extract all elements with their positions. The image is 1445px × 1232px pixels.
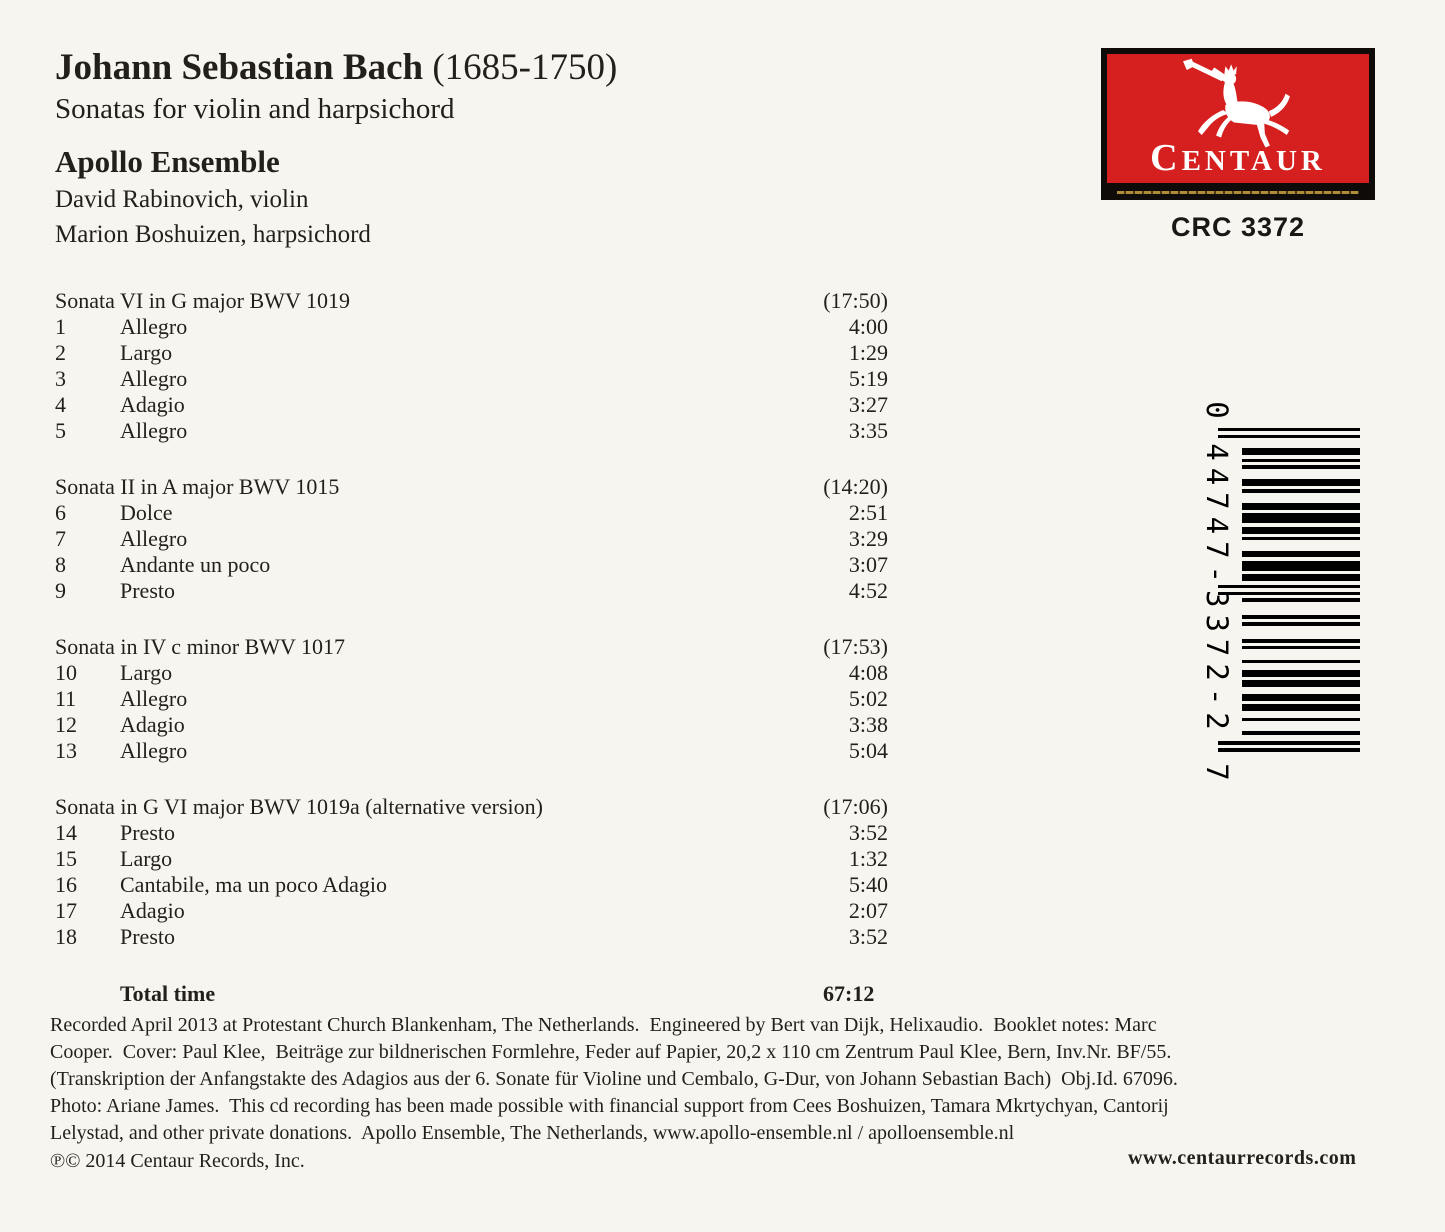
track-number: 4 <box>55 392 66 417</box>
track-number: 8 <box>55 552 66 577</box>
track-title: Dolce <box>120 500 173 525</box>
barcode-digits-main: 44747-3372-2 <box>1200 443 1234 737</box>
centaur-icon <box>1163 55 1313 155</box>
logo-red-field <box>1107 54 1369 183</box>
barcode-digits <box>1192 392 1242 792</box>
credit-line: Recorded April 2013 at Protestant Church Blankenham, The Netherlands. Engineered by Bert van Dijk, Helixaudio. Booklet notes: Marc <box>50 1014 1157 1036</box>
sonata-duration: (17:53) <box>823 634 888 659</box>
track-row <box>55 526 888 552</box>
track-row <box>55 924 888 950</box>
barcode-bars <box>1242 428 1360 752</box>
sonata-title: Sonata in G VI major BWV 1019a (alternative version) <box>55 794 543 819</box>
track-row <box>55 660 888 686</box>
track-time: 3:07 <box>848 552 888 577</box>
sonata-section <box>55 794 888 950</box>
track-number: 7 <box>55 526 66 551</box>
track-time: 2:51 <box>848 500 888 525</box>
centaur-label-logo <box>1101 48 1375 200</box>
track-number: 17 <box>55 898 77 923</box>
track-title: Allegro <box>120 738 188 763</box>
track-title: Adagio <box>120 392 185 417</box>
sonata-header <box>55 474 888 500</box>
track-title: Presto <box>120 820 175 845</box>
track-row <box>55 872 888 898</box>
ensemble-name: Apollo Ensemble <box>55 144 280 179</box>
track-time: 3:29 <box>848 526 888 551</box>
track-number: 3 <box>55 366 66 391</box>
sonata-section <box>55 474 888 604</box>
composer-dates: (1685-1750) <box>432 47 618 88</box>
track-number: 15 <box>55 846 77 871</box>
track-row <box>55 340 888 366</box>
catalog-number: CRC 3372 <box>1170 212 1306 242</box>
track-time: 3:27 <box>848 392 888 417</box>
track-time: 1:29 <box>848 340 888 365</box>
sonata-header <box>55 634 888 660</box>
track-row <box>55 712 888 738</box>
track-number: 5 <box>55 418 66 443</box>
album-header <box>55 46 617 252</box>
copyright-line: ℗© 2014 Centaur Records, Inc. <box>50 1150 305 1172</box>
track-title: Largo <box>120 340 173 365</box>
track-time: 4:00 <box>848 314 888 339</box>
track-time: 5:19 <box>848 366 888 391</box>
track-time: 1:32 <box>848 846 888 871</box>
track-time: 4:08 <box>848 660 888 685</box>
barcode-rotated <box>1188 392 1360 792</box>
sonata-header <box>55 794 888 820</box>
track-row <box>55 392 888 418</box>
track-title: Presto <box>120 924 175 949</box>
track-number: 14 <box>55 820 77 845</box>
sonata-header <box>55 288 888 314</box>
track-title: Largo <box>120 660 173 685</box>
credits-paragraph <box>50 1012 1420 1147</box>
track-row <box>55 898 888 924</box>
track-title: Presto <box>120 578 175 603</box>
barcode-digit-check: 7 <box>1200 763 1234 781</box>
barcode <box>1188 392 1360 792</box>
track-row <box>55 578 888 604</box>
track-row <box>55 686 888 712</box>
performer-violin: David Rabinovich, violin <box>55 186 309 213</box>
credit-line: Cooper. Cover: Paul Klee, Beiträge zur bildnerischen Formlehre, Feder auf Papier, 20,2 x 110 cm Zentrum Paul Klee, Bern, Inv.Nr. BF/55. <box>50 1041 1172 1063</box>
track-title: Adagio <box>120 712 185 737</box>
track-time: 3:38 <box>848 712 888 737</box>
performer-harpsichord: Marion Boshuizen, harpsichord <box>55 221 371 248</box>
sonata-section <box>55 288 888 444</box>
track-list <box>55 288 888 1008</box>
track-time: 5:40 <box>848 872 888 897</box>
total-time-label: Total time <box>120 981 216 1006</box>
logo-gold-line <box>1117 191 1359 194</box>
sonata-duration: (17:06) <box>823 794 888 819</box>
track-title: Cantabile, ma un poco Adagio <box>120 872 387 897</box>
total-time-value: 67:12 <box>823 981 875 1006</box>
track-number: 11 <box>55 686 77 711</box>
label-name: CENTAUR <box>1150 137 1326 179</box>
label-website: www.centaurrecords.com <box>1128 1147 1357 1169</box>
track-time: 3:52 <box>848 924 888 949</box>
track-title: Allegro <box>120 526 188 551</box>
track-number: 12 <box>55 712 77 737</box>
composer-name: Johann Sebastian Bach <box>55 47 424 88</box>
track-number: 1 <box>55 314 66 339</box>
track-row <box>55 820 888 846</box>
track-time: 5:02 <box>848 686 888 711</box>
track-time: 2:07 <box>848 898 888 923</box>
track-number: 18 <box>55 924 77 949</box>
track-title: Allegro <box>120 418 188 443</box>
track-title: Largo <box>120 846 173 871</box>
credit-line: Lelystad, and other private donations. Apollo Ensemble, The Netherlands, www.apollo-ensemble.nl / apolloensemble.nl <box>50 1122 1015 1144</box>
track-number: 13 <box>55 738 77 763</box>
total-time-row <box>55 980 888 1008</box>
sonata-duration: (14:20) <box>823 474 888 499</box>
sonata-duration: (17:50) <box>823 288 888 313</box>
track-time: 3:52 <box>848 820 888 845</box>
track-number: 10 <box>55 660 77 685</box>
album-title: Sonatas for violin and harpsichord <box>55 93 455 125</box>
track-time: 5:04 <box>848 738 888 763</box>
sonata-title: Sonata VI in G major BWV 1019 <box>55 288 350 313</box>
credit-line: (Transkription der Anfangstakte des Adagios aus der 6. Sonate für Violine und Cembalo, G-Dur, von Johann Sebastian Bach) Obj.Id. 67096. <box>50 1068 1178 1090</box>
track-title: Andante un poco <box>120 552 271 577</box>
composer-line <box>55 46 617 90</box>
track-title: Allegro <box>120 314 188 339</box>
track-number: 6 <box>55 500 66 525</box>
track-row <box>55 738 888 764</box>
track-row <box>55 846 888 872</box>
track-row <box>55 314 888 340</box>
sonata-title: Sonata in IV c minor BWV 1017 <box>55 634 346 659</box>
track-time: 4:52 <box>848 578 888 603</box>
sonata-section <box>55 634 888 764</box>
sonata-title: Sonata II in A major BWV 1015 <box>55 474 340 499</box>
track-number: 9 <box>55 578 66 603</box>
track-title: Allegro <box>120 366 188 391</box>
track-row <box>55 552 888 578</box>
track-row <box>55 418 888 444</box>
track-row <box>55 366 888 392</box>
track-number: 16 <box>55 872 77 897</box>
track-row <box>55 500 888 526</box>
credit-line: Photo: Ariane James. This cd recording has been made possible with financial support from Cees Boshuizen, Tamara Mkrtychyan, Cantorij <box>50 1095 1169 1117</box>
track-time: 3:35 <box>848 418 888 443</box>
track-title: Allegro <box>120 686 188 711</box>
track-number: 2 <box>55 340 66 365</box>
track-title: Adagio <box>120 898 185 923</box>
barcode-digit-system: 0 <box>1200 401 1234 419</box>
